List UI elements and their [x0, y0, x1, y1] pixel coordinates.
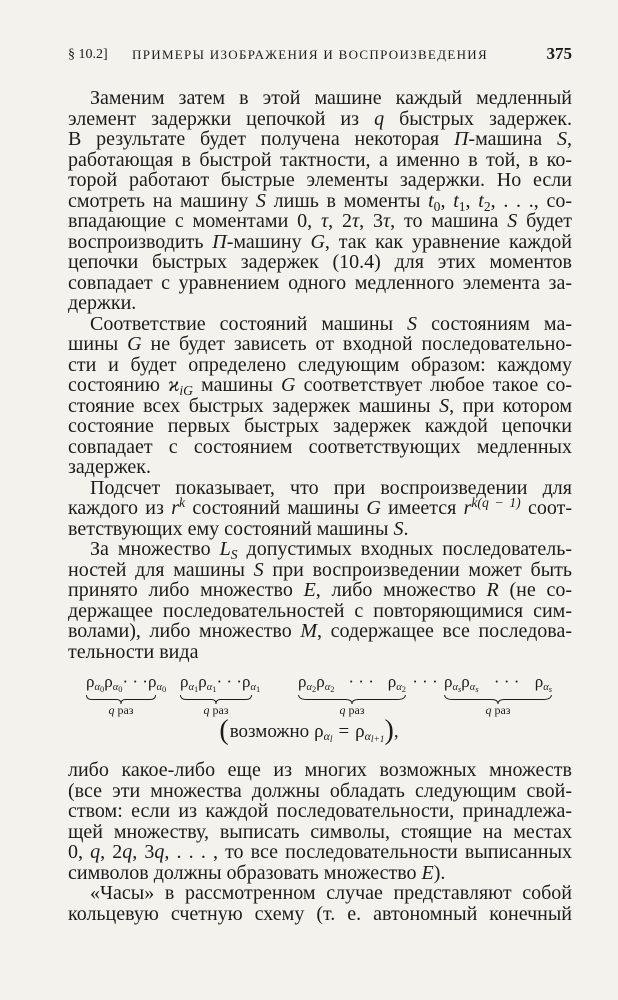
subscript: 2 — [483, 198, 491, 214]
alpha-symbol: α — [188, 681, 195, 693]
group-terms — [180, 671, 261, 694]
text-line — [68, 580, 572, 601]
text-line — [68, 129, 572, 150]
repeat-label — [444, 704, 552, 717]
text-run: либо какое-либо еще из многих возможных множеств — [68, 759, 572, 781]
alpha-symbol: α — [396, 681, 402, 693]
rho-alpha-term — [355, 721, 385, 746]
text-run: работающая в быстрой тактности, а именно в той, в ко- — [68, 148, 572, 171]
alpha-subscript — [470, 682, 479, 693]
italic-variable: q — [374, 107, 385, 130]
alpha-subscript — [250, 682, 260, 693]
rho-symbol: ρ — [86, 672, 95, 691]
repeat-group-1 — [180, 671, 261, 717]
text-run: Подсчет показывает, что при воспроизведении для — [90, 476, 572, 499]
text-run: , . . . , то все последовательности выписанных — [164, 841, 573, 863]
alpha-subscript — [364, 730, 385, 746]
text-run: при воспроизведении может быть — [263, 558, 572, 581]
section-reference: § 10.2] — [68, 47, 108, 62]
text-run: тельности вида — [68, 640, 199, 663]
text-run: впадающие с моментами 0, — [68, 210, 321, 232]
alpha-index: s — [458, 683, 462, 694]
alpha-index: 2 — [330, 683, 335, 694]
text-run: допустимых входных последователь- — [237, 538, 572, 560]
repeat-label — [180, 704, 252, 717]
italic-variable: П — [212, 230, 227, 253]
trailing-comma: , — [393, 721, 399, 742]
text-run: воспроизводить — [68, 230, 213, 253]
italic-variable: q — [90, 841, 101, 863]
italic-variable: q — [122, 841, 133, 863]
text-run: За множество — [90, 538, 220, 560]
italic-variable: S — [557, 128, 567, 150]
text-run: принято либо множество — [68, 579, 304, 601]
text-run: шины — [68, 333, 128, 355]
running-title: ПРИМЕРЫ ИЗОБРАЖЕНИЯ И ВОСПРОИЗВЕДЕНИЯ — [132, 47, 488, 62]
text-line — [68, 904, 572, 925]
text-run: смотреть на машину — [68, 189, 256, 212]
text-run: держки. — [68, 292, 137, 314]
rho-symbol: ρ — [387, 672, 397, 691]
text-line — [68, 457, 572, 478]
label-variable: q — [203, 703, 210, 717]
text-run: , — [567, 128, 572, 150]
alpha-subscript — [188, 682, 198, 693]
subscript: iG — [179, 383, 193, 399]
alpha-index: l — [329, 735, 333, 746]
rho-alpha-term — [388, 671, 406, 696]
alpha-symbol: α — [250, 681, 256, 693]
text-run: (все эти множества должны обладать следующим свой- — [68, 779, 572, 802]
italic-variable: τ — [320, 210, 329, 232]
italic-variable: E — [303, 579, 316, 601]
italic-variable: M — [300, 620, 318, 642]
alpha-index: 1 — [212, 683, 217, 694]
text-run: совпадает с уравнением одного медленного элемента за- — [68, 271, 572, 294]
alpha-subscript — [156, 682, 166, 693]
rho-symbol: ρ — [198, 672, 207, 691]
italic-variable: t — [478, 189, 484, 212]
text-column-upper — [68, 88, 572, 662]
alpha-index: 1 — [194, 683, 199, 694]
text-line — [68, 334, 572, 355]
text-run: -машину — [226, 230, 311, 253]
paragraph-3 — [68, 478, 572, 540]
rho-symbol: ρ — [104, 672, 113, 691]
text-run: держащее последовательностей с повторяющимися сим- — [68, 599, 572, 622]
alpha-symbol: α — [306, 681, 313, 693]
italic-variable: G — [127, 333, 142, 355]
text-run: ). — [433, 861, 446, 884]
ellipsis: · · · — [493, 672, 520, 691]
text-run: сти и будет определено следующим образом: каждому — [68, 353, 572, 376]
page-number: 375 — [546, 44, 572, 63]
subscript: 0 — [433, 198, 441, 214]
alpha-symbol: α — [452, 681, 459, 693]
equals-sign: = — [338, 721, 350, 742]
group-terms — [86, 671, 167, 694]
text-run: , — [440, 189, 454, 212]
rho-symbol: ρ — [180, 672, 189, 691]
group-terms — [298, 671, 406, 693]
rho-symbol: ρ — [355, 721, 365, 742]
text-line — [68, 842, 572, 863]
italic-variable: R — [486, 579, 499, 601]
text-run: -машина — [468, 128, 557, 150]
label-word: раз — [117, 703, 134, 717]
text-run: 0, — [68, 841, 91, 863]
rho-symbol: ρ — [147, 672, 157, 691]
ellipsis: · · · — [216, 672, 242, 691]
text-run: . — [403, 517, 409, 540]
text-line — [68, 273, 572, 294]
text-line — [68, 883, 572, 904]
alpha-index: s — [548, 683, 552, 694]
alpha-subscript — [323, 730, 333, 746]
alpha-symbol: α — [469, 681, 476, 693]
italic-variable: П — [453, 128, 469, 150]
italic-variable: t — [453, 189, 459, 212]
text-run: символов должны образовать множество — [68, 861, 422, 884]
paragraph-2 — [68, 314, 572, 478]
paragraph-5 — [68, 760, 572, 883]
text-line — [68, 601, 572, 622]
text-line — [68, 437, 572, 458]
paragraph-1 — [68, 88, 572, 314]
text-run: будет — [517, 210, 573, 232]
rho-alpha-term — [535, 671, 552, 696]
text-run: состояние первых быстрых задержек каждой цепочки — [68, 415, 572, 437]
text-line — [68, 211, 572, 232]
text-run: , 2 — [328, 210, 352, 232]
italic-variable: S — [255, 189, 266, 212]
text-column-lower — [68, 760, 572, 924]
ellipsis: · · · — [122, 672, 148, 691]
italic-variable: G — [281, 374, 296, 396]
text-line — [68, 416, 572, 437]
text-line — [68, 293, 572, 314]
rho-alpha-term — [180, 671, 198, 696]
italic-variable: ϰ — [168, 374, 180, 396]
alpha-subscript — [306, 682, 316, 693]
italic-variable: S — [407, 312, 418, 335]
rho-alpha-term — [444, 671, 461, 696]
text-line — [68, 374, 573, 399]
alpha-symbol: α — [206, 681, 213, 693]
rho-alpha-term — [314, 721, 333, 746]
text-run: ветствующих ему состояний машины — [68, 517, 394, 540]
repeat-group-3 — [444, 671, 552, 717]
label-variable: q — [108, 703, 115, 717]
text-run: машины — [192, 374, 282, 396]
term-pair — [298, 671, 334, 696]
paragraph-6 — [68, 883, 572, 924]
italic-variable: S — [507, 210, 518, 232]
text-run: , . . ., со- — [490, 189, 573, 212]
text-line — [68, 495, 573, 519]
rho-alpha-term — [298, 671, 316, 696]
formula-remark — [0, 715, 618, 746]
repeat-label — [86, 704, 156, 717]
rho-symbol: ρ — [534, 672, 544, 691]
text-run: не будет зависеть от входной последовательно- — [141, 333, 572, 355]
alpha-symbol: α — [364, 730, 371, 744]
text-run: лишь в моменты — [265, 189, 429, 212]
italic-variable: S — [393, 517, 404, 540]
label-variable: q — [339, 703, 346, 717]
rho-symbol: ρ — [461, 672, 470, 691]
rho-alpha-term — [242, 671, 260, 696]
alpha-symbol: α — [94, 681, 101, 693]
text-run: стояние всех быстрых задержек машины — [68, 394, 440, 417]
text-line — [68, 621, 572, 642]
text-line — [68, 519, 572, 540]
subscript: S — [230, 547, 238, 563]
italic-variable: τ — [351, 210, 360, 232]
text-line — [68, 252, 572, 273]
text-line — [68, 355, 572, 376]
text-run: задержек. — [68, 456, 151, 478]
alpha-subscript — [543, 682, 552, 693]
italic-variable: G — [310, 230, 325, 253]
rho-symbol: ρ — [241, 672, 251, 691]
alpha-subscript — [113, 682, 123, 693]
italic-variable: t — [428, 189, 434, 212]
alpha-subscript — [325, 682, 335, 693]
text-run: состоянию — [68, 374, 169, 396]
italic-variable: G — [366, 497, 381, 519]
remark-word: возможно — [229, 721, 310, 742]
italic-variable: L — [219, 538, 231, 560]
superscript: k — [179, 495, 186, 511]
label-variable: q — [485, 703, 492, 717]
text-run: состояниям ма- — [417, 312, 572, 335]
italic-variable: r — [171, 497, 180, 519]
rho-symbol: ρ — [444, 672, 453, 691]
alpha-symbol: α — [324, 681, 331, 693]
rho-alpha-term — [148, 671, 166, 696]
term-pair — [444, 671, 479, 696]
alpha-index: 0 — [100, 683, 105, 694]
text-line — [68, 314, 572, 335]
text-line — [68, 863, 572, 884]
display-formula — [0, 662, 618, 760]
text-run: ством: если из каждой последовательности, принадлежа- — [68, 800, 572, 822]
text-run: волами), либо множество — [68, 620, 301, 642]
alpha-symbol: α — [323, 730, 330, 744]
text-run: соответствует любое такое со- — [295, 374, 573, 396]
text-run: , то машина — [390, 210, 508, 232]
alpha-subscript — [207, 682, 217, 693]
text-run: кольцевую счетную схему (т. е. автономный конечный — [68, 902, 572, 925]
text-run: Соответствие состояний машины — [90, 312, 408, 335]
close-paren: ) — [384, 715, 394, 746]
text-run: , так как уравнение каждой — [324, 230, 572, 253]
text-run: , 3 — [359, 210, 383, 232]
term-pair — [86, 671, 122, 696]
rho-alpha-term — [86, 671, 104, 696]
alpha-index: 0 — [161, 683, 167, 694]
text-run: В результате будет получена некоторая — [68, 128, 454, 150]
group-terms — [444, 671, 552, 693]
text-run: , содержащее все последова- — [317, 620, 573, 642]
superscript: k(q − 1) — [471, 495, 521, 511]
text-line — [68, 109, 572, 130]
text-line — [68, 822, 572, 843]
ellipsis: · · · — [348, 672, 374, 691]
text-line — [68, 760, 572, 781]
subscript: 1 — [458, 198, 466, 214]
text-line — [68, 560, 572, 581]
alpha-index: 2 — [401, 683, 406, 694]
italic-variable: E — [421, 861, 434, 884]
alpha-index: l+1 — [370, 735, 385, 746]
text-line — [68, 801, 572, 822]
text-run: «Часы» в рассмотренном случае представляют собой — [90, 882, 572, 904]
italic-variable: S — [253, 558, 264, 581]
alpha-subscript — [396, 682, 406, 693]
text-line — [68, 781, 572, 802]
alpha-symbol: α — [543, 681, 549, 693]
text-run: торой работают быстрые элементы задержки. Но если — [68, 169, 572, 191]
italic-variable: q — [154, 841, 165, 863]
rho-symbol: ρ — [316, 672, 325, 691]
alpha-index: 2 — [312, 683, 317, 694]
alpha-subscript — [452, 682, 461, 693]
text-run: состояний машины — [185, 497, 367, 519]
alpha-index: 0 — [118, 683, 123, 694]
rho-alpha-term — [198, 671, 216, 696]
rho-symbol: ρ — [314, 721, 324, 742]
italic-variable: r — [463, 497, 472, 519]
text-run: соот- — [520, 497, 573, 519]
text-run: щей множеству, выписать символы, стоящие на местах — [68, 820, 572, 843]
text-run: , при котором — [449, 394, 572, 417]
text-run: Заменим затем в этой машине каждый медленный — [90, 87, 572, 109]
alpha-symbol: α — [156, 681, 162, 693]
term-pair — [180, 671, 216, 696]
italic-variable: τ — [382, 210, 391, 232]
text-line — [68, 232, 572, 253]
text-run: ностей для машины — [68, 558, 254, 581]
text-run: совпадает с состоянием соответствующих медленных — [68, 435, 572, 458]
paragraph-4 — [68, 539, 572, 662]
text-line — [68, 396, 572, 417]
alpha-symbol: α — [112, 681, 119, 693]
text-run: , — [465, 189, 479, 212]
rho-symbol: ρ — [298, 672, 307, 691]
label-word: раз — [212, 703, 229, 717]
rho-alpha-term — [316, 671, 334, 696]
text-line — [68, 191, 572, 212]
repeat-group-0 — [86, 671, 167, 717]
repeat-group-2 — [298, 671, 406, 717]
text-line — [68, 538, 572, 563]
label-word: раз — [348, 703, 365, 717]
label-word: раз — [494, 703, 511, 717]
rho-alpha-term — [104, 671, 122, 696]
text-run: каждого из — [68, 497, 172, 519]
text-run: цепочки быстрых задержек (10.4) для этих моментов — [68, 251, 572, 273]
text-run: (не со- — [498, 579, 573, 601]
rho-alpha-term — [461, 671, 478, 696]
alpha-index: 1 — [255, 683, 261, 694]
text-run: имеется — [380, 497, 464, 519]
text-line — [68, 150, 572, 171]
text-line — [68, 642, 572, 663]
italic-variable: S — [439, 394, 450, 417]
text-run: , либо множество — [315, 579, 487, 601]
text-line — [68, 170, 572, 191]
alpha-subscript — [94, 682, 104, 693]
text-run: , 3 — [132, 841, 155, 863]
open-paren: ( — [219, 715, 229, 746]
text-line — [68, 88, 572, 109]
text-run: быстрых задержек. — [384, 107, 572, 130]
between-groups-ellipsis: · · · — [412, 672, 438, 691]
text-run: , 2 — [100, 841, 123, 863]
text-run: элемент задержки цепочкой из — [68, 107, 375, 130]
alpha-index: s — [475, 683, 479, 694]
